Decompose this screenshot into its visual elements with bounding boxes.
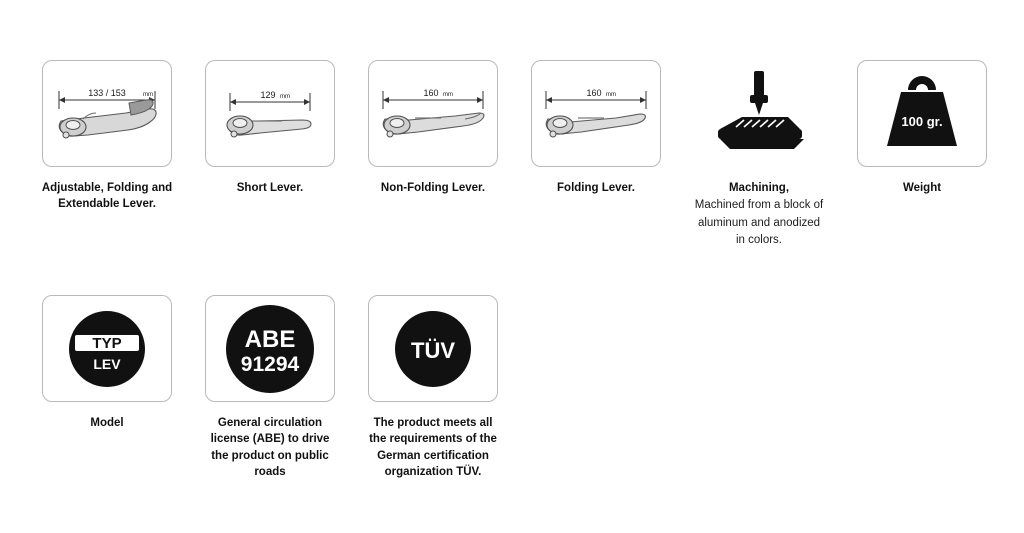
feature-caption	[529, 180, 663, 196]
feature-grid	[42, 60, 992, 480]
weight-value: 100 gr.	[901, 113, 943, 129]
icon-box	[368, 295, 498, 402]
feature-item-tuv-certification	[368, 295, 498, 480]
feature-title: Weight	[902, 182, 942, 194]
feature-subtitle: Machined from a block of aluminum and anodized in colors.	[694, 199, 824, 246]
feature-item-abe-license	[205, 295, 335, 480]
lever-shape	[227, 116, 311, 137]
badge-line-1: TÜV	[411, 337, 455, 363]
lever-shape	[383, 113, 484, 137]
dimension-label: 129	[260, 90, 276, 100]
badge-line-2: LEV	[93, 355, 121, 372]
feature-row-2	[42, 295, 992, 480]
dimension-label: 160	[423, 88, 439, 98]
feature-caption	[40, 415, 174, 431]
badge-line-2: 91294	[240, 352, 300, 376]
icon-box	[205, 295, 335, 402]
feature-title: Short Lever.	[236, 182, 304, 194]
feature-caption	[203, 415, 337, 480]
cnc-milling-icon	[700, 63, 818, 165]
icon-box	[205, 60, 335, 167]
dimension-label: 160	[586, 88, 602, 98]
feature-row-1	[42, 60, 992, 249]
icon-box	[857, 60, 987, 167]
feature-caption	[855, 180, 989, 196]
dimension-unit: mm	[280, 94, 290, 100]
icon-box	[531, 60, 661, 167]
feature-item-model	[42, 295, 172, 431]
icon-box	[42, 295, 172, 402]
dimension-label: 133 / 153	[88, 88, 126, 98]
lever-with-dimension-icon	[206, 61, 334, 166]
feature-title: General circulation license (ABE) to drive the product on public roads	[210, 417, 330, 479]
icon-box	[694, 60, 824, 167]
dimension-unit: mm	[443, 92, 453, 98]
feature-caption	[366, 180, 500, 196]
feature-item-folding-lever	[531, 60, 661, 196]
tuv-badge-icon	[377, 299, 489, 399]
dimension-unit: mm	[143, 92, 153, 98]
weight-icon	[863, 64, 981, 164]
badge-line-1: ABE	[244, 325, 296, 353]
feature-item-non-folding-lever	[368, 60, 498, 196]
feature-title: The product meets all the requirements of the German certification organization TÜV.	[369, 417, 497, 479]
feature-item-weight	[857, 60, 987, 196]
feature-item-adjustable-folding-extendable-lever	[42, 60, 172, 213]
feature-title: Adjustable, Folding and Extendable Lever.	[41, 182, 173, 211]
lever-shape	[546, 114, 645, 137]
feature-caption	[366, 415, 500, 480]
feature-title: Folding Lever.	[557, 182, 635, 194]
icon-box	[42, 60, 172, 167]
feature-caption	[40, 180, 174, 213]
feature-item-short-lever	[205, 60, 335, 196]
feature-caption	[692, 180, 826, 249]
feature-title: Machining,	[728, 182, 790, 194]
abe-badge-icon	[211, 299, 329, 399]
typ-lev-badge-icon	[51, 299, 163, 399]
dimension-unit: mm	[606, 92, 616, 98]
lever-with-dimension-icon	[532, 61, 660, 166]
lever-with-dimension-icon	[369, 61, 497, 166]
feature-caption	[203, 180, 337, 196]
feature-item-machining	[694, 60, 824, 249]
icon-box	[368, 60, 498, 167]
feature-title: Model	[90, 417, 124, 430]
lever-shape	[59, 100, 156, 138]
lever-with-dimension-icon	[43, 61, 171, 166]
feature-title: Non-Folding Lever.	[380, 182, 486, 194]
badge-line-1: TYP	[92, 334, 122, 352]
